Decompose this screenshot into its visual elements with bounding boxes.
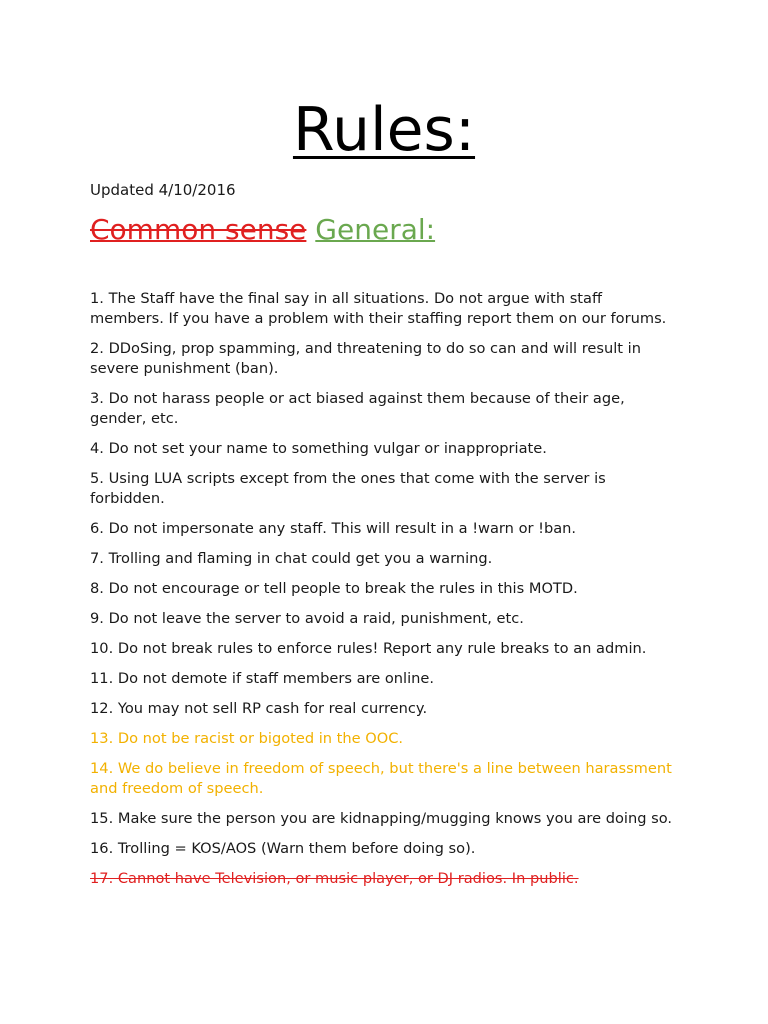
- rule-item: 10. Do not break rules to enforce rules! Report any rule breaks to an admin.: [90, 640, 647, 657]
- updated-date: Updated 4/10/2016: [90, 181, 236, 199]
- general-heading-text: General:: [315, 213, 436, 246]
- rules-list: [90, 289, 680, 899]
- rule-item: 11. Do not demote if staff members are online.: [90, 670, 435, 687]
- rule-item: 12. You may not sell RP cash for real currency.: [90, 700, 428, 717]
- rule-item: 6. Do not impersonate any staff. This will result in a !warn or !ban.: [90, 520, 577, 537]
- rule-item: 13. Do not be racist or bigoted in the OOC.: [90, 730, 404, 747]
- rule-item: 8. Do not encourage or tell people to break the rules in this MOTD.: [90, 580, 578, 597]
- rule-item: 3. Do not harass people or act biased against them because of their age, gender, etc.: [90, 390, 625, 427]
- rule-item: 2. DDoSing, prop spamming, and threatening to do so can and will result in severe punishment (ban).: [90, 340, 641, 377]
- rule-item: 4. Do not set your name to something vulgar or inappropriate.: [90, 440, 547, 457]
- page-title: [0, 92, 768, 168]
- section-heading: [90, 210, 435, 250]
- rule-item: 9. Do not leave the server to avoid a raid, punishment, etc.: [90, 610, 524, 627]
- page-title-text: Rules:: [292, 95, 476, 165]
- rule-item: 5. Using LUA scripts except from the ones that come with the server is forbidden.: [90, 470, 606, 507]
- rule-item: 14. We do believe in freedom of speech, but there's a line between harassment and freedom of speech.: [90, 760, 672, 797]
- struck-heading-text: Common sense: [90, 213, 307, 246]
- rule-item: 16. Trolling = KOS/AOS (Warn them before doing so).: [90, 840, 476, 857]
- rule-item: 7. Trolling and flaming in chat could get you a warning.: [90, 550, 493, 567]
- rule-item: 17. Cannot have Television, or music player, or DJ radios. In public.: [90, 870, 579, 887]
- rule-item: 15. Make sure the person you are kidnapping/mugging knows you are doing so.: [90, 810, 673, 827]
- rule-item: 1. The Staff have the final say in all situations. Do not argue with staff members. If you have a problem with their staffing report them on our forums.: [90, 290, 667, 327]
